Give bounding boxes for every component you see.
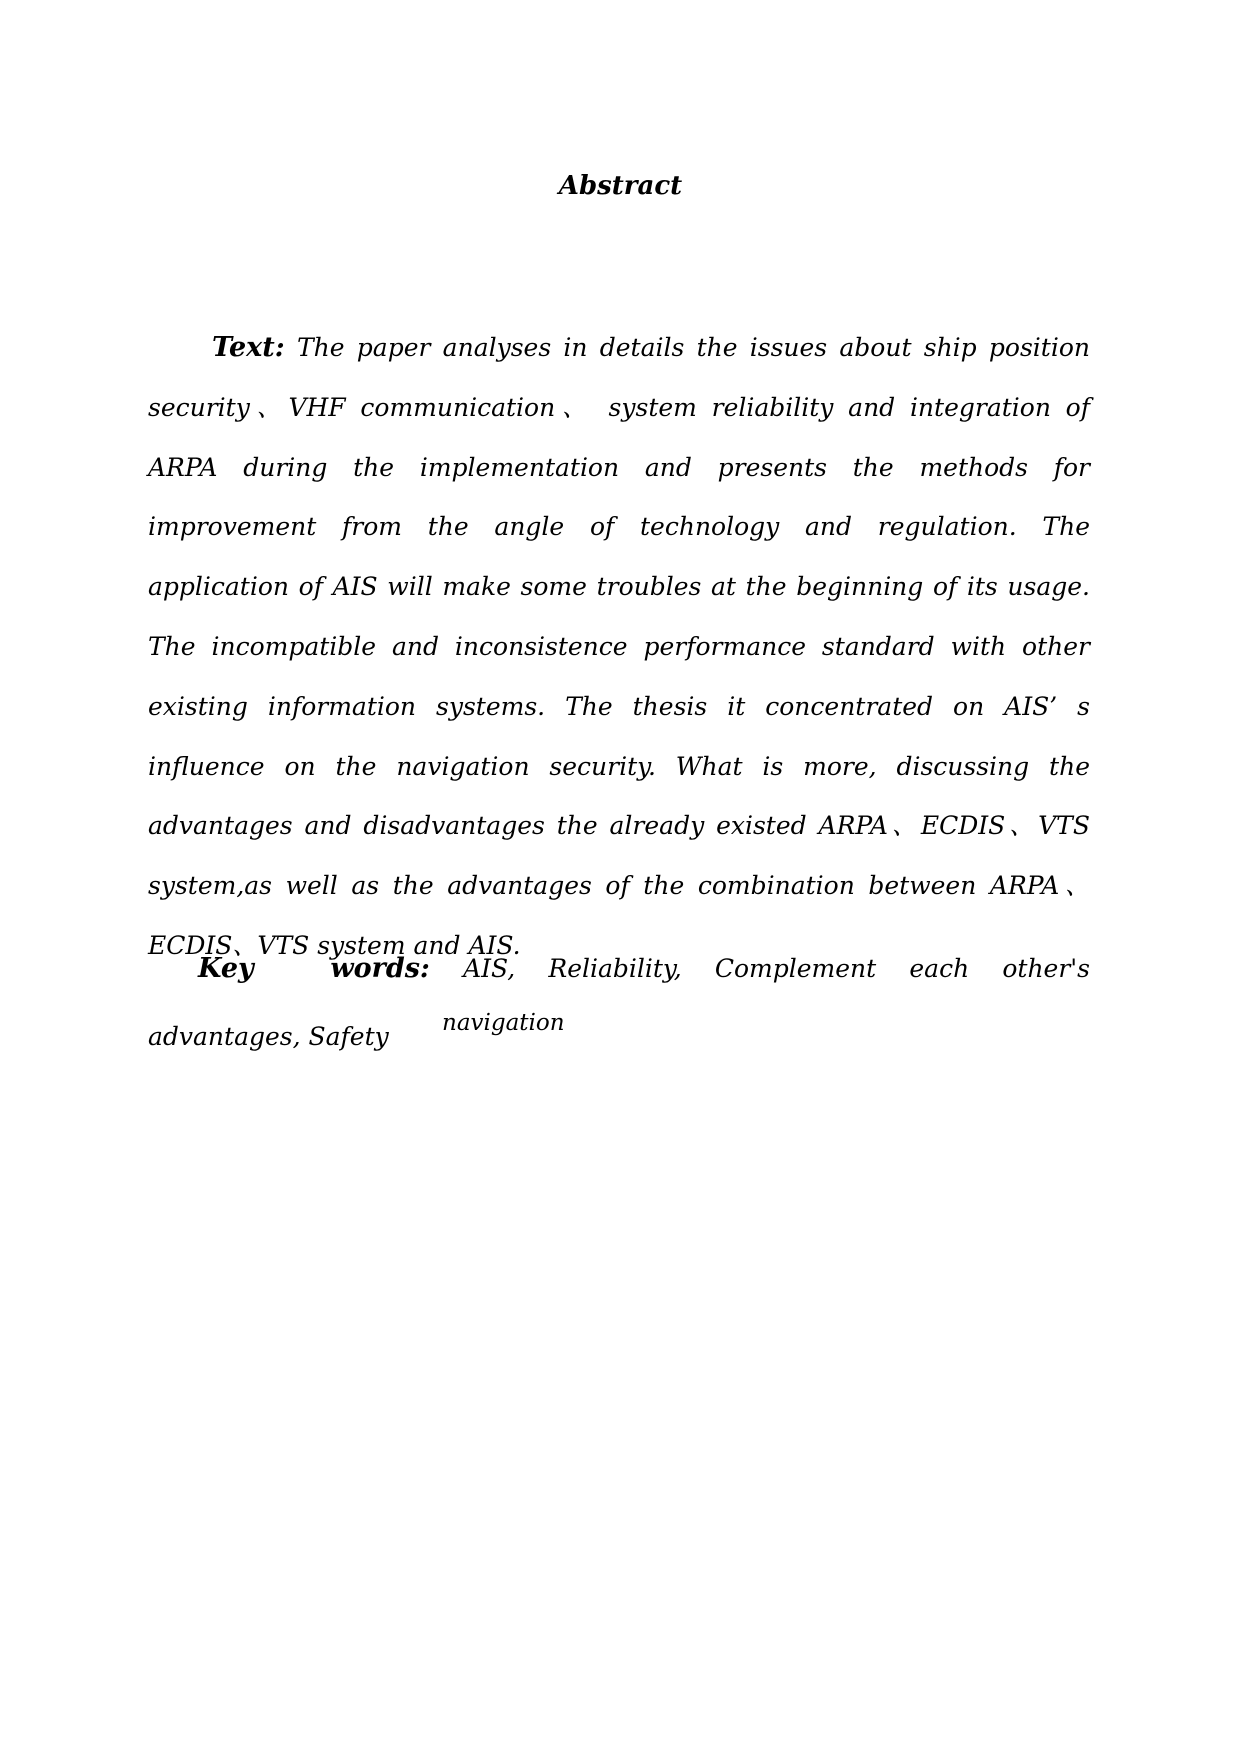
abstract-paragraph xyxy=(148,318,1090,976)
keywords-list-continued: navigation xyxy=(442,1010,565,1036)
keywords-section xyxy=(148,935,1090,1071)
text-label: Text: xyxy=(212,332,285,363)
keywords-list: AIS, Reliability, Complement each other's advantages, Safety xyxy=(148,954,1090,1051)
page-title: Abstract xyxy=(558,171,683,201)
keywords-label: Key words: xyxy=(198,953,430,984)
abstract-text: The paper analyses in details the issues about ship position security、VHF communication、 system reliability and integration of ARPA during the implementation and presents the methods for improvement from the angle of technology and regulation. The application of AIS will make some troubles at the beginning of its usage. The incompatible and inconsistence performance standard with other existing information systems. The thesis it concentrated on AIS’ s influence on the navigation security. What is more, discussing the advantages and disadvantages the already existed ARPA、ECDIS、VTS system,as well as the advantages of the combination between ARPA、ECDIS、VTS system and AIS. xyxy=(148,333,1090,960)
